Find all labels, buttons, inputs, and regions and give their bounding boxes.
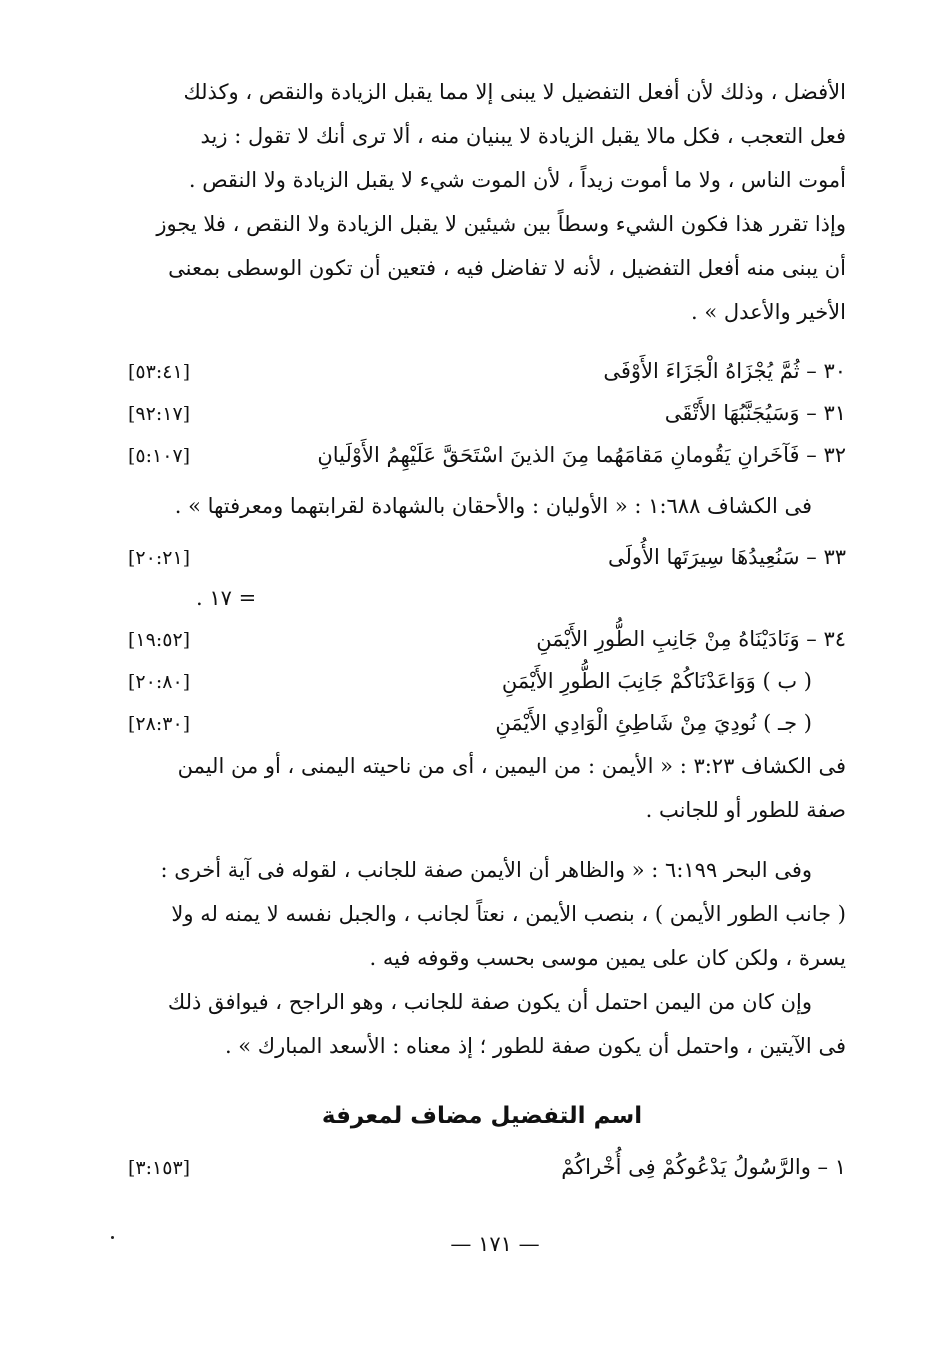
note-line: وفى البحر ٦:١٩٩ : « والظاهر أن الأيمن صفة للجانب ، لقوله فى آية أخرى :	[160, 858, 812, 882]
note-line: ( جانب الطور الأيمن ) ، بنصب الأيمن ، نعتاً لجانب ، والجبل نفسه لا يمنه له ولا	[171, 902, 846, 926]
verse-reference: [٢٠:٨٠]	[128, 671, 191, 693]
note-line: فى الكشاف ١:٦٨٨ : « الأوليان : والأحقان بالشهادة لقرابتهما ومعرفتها » .	[174, 494, 812, 518]
verse-reference: [٩٢:١٧]	[128, 403, 191, 425]
verse-group-section	[118, 1146, 846, 1188]
verse-row	[118, 660, 846, 702]
paragraph-line: الأخير والأعدل » .	[690, 300, 846, 324]
paragraph-line: الأفضل ، وذلك لأن أفعل التفضيل لا يبنى إلا مما يقبل الزيادة والنقص ، وكذلك	[183, 80, 846, 104]
verse-text: ١ – والرَّسُولُ يَدْعُوكُمْ فِى أُخْراكُمْ	[561, 1155, 846, 1179]
verse-row	[118, 618, 846, 660]
verse-reference: [٥٣:٤١]	[128, 361, 191, 383]
note-line: فى الآيتين ، واحتمل أن يكون صفة للطور ؛ إذ معناه : الأسعد المبارك » .	[224, 1034, 846, 1058]
paragraph-line: فعل التعجب ، فكل مالا يقبل الزيادة لا يبنيان منه ، ألا ترى أنك لا تقول : زيد	[200, 124, 846, 148]
verse-row	[118, 1146, 846, 1188]
note-line: يسرة ، ولكن كان على يمين موسى بحسب وقوفه فيه .	[369, 946, 846, 970]
verse-group-30-32	[118, 350, 846, 476]
verse-text: ٣٢ – فَآخَرانِ يَقُومانِ مَقامَهُما مِنَ الذينَ اسْتَحَقَّ عَلَيْهِمُ الأَوْلَيانِ	[317, 443, 846, 467]
note-line: وإن كان من اليمن احتمل أن يكون صفة للجانب ، وهو الراجح ، فيوافق ذلك	[167, 990, 812, 1014]
verse-text: ٣١ – وَسَيُجَنَّبُهَا الأَتْقَى	[664, 401, 846, 425]
verse-group-33	[118, 536, 846, 578]
verse-text: ( ب ) وَوَاعَدْنَاكُمْ جَانِبَ الطُّورِ الأَيْمَنِ	[501, 669, 812, 693]
paragraph-line: وإذا تقرر هذا فكون الشيء وسطاً بين شيئين لا يقبل الزيادة ولا النقص ، فلا يجوز	[156, 212, 846, 236]
paragraph-line: أن يبنى منه أفعل التفضيل ، لأنه لا تفاضل فيه ، فتعين أن تكون الوسطى بمعنى	[168, 256, 846, 280]
verse-text: ( جـ ) نُودِيَ مِنْ شَاطِئِ الْوَادِي الأَيْمَنِ	[495, 711, 812, 735]
verse-text: ٣٣ – سَنُعِيدُهَا سِيرَتَها الأُولَى	[608, 545, 846, 569]
section-heading: اسم التفضيل مضاف لمعرفة	[321, 1103, 643, 1129]
verse-reference: [٢٠:٢١]	[128, 547, 191, 569]
equals-line: = ١٧ .	[196, 586, 257, 610]
verse-row	[118, 702, 846, 744]
document-page	[118, 70, 846, 1188]
verse-row	[118, 536, 846, 578]
verse-row	[118, 350, 846, 392]
bahr-note	[118, 848, 846, 1068]
verse-row	[118, 434, 846, 476]
verse-text: ٣٤ – وَنَادَيْنَاهُ مِنْ جَانِبِ الطُّورِ الأَيْمَنِ	[536, 627, 846, 651]
kashaf-note-2	[118, 744, 846, 832]
print-speck	[111, 1236, 114, 1239]
note-line: فى الكشاف ٣:٢٣ : « الأيمن : من اليمين ، أى من ناحيته اليمنى ، أو من اليمن	[177, 754, 846, 778]
page-number: — ١٧١ —	[450, 1232, 540, 1256]
paragraph-line: أموت الناس ، ولا ما أموت زيداً ، لأن الموت شيء لا يقبل الزيادة ولا النقص .	[188, 168, 846, 192]
opening-paragraph	[118, 70, 846, 334]
verse-group-34	[118, 618, 846, 744]
kashaf-note-1	[118, 484, 846, 528]
verse-text: ٣٠ – ثُمَّ يُجْزَاهُ الْجَزَاءَ الأَوْفَى	[603, 359, 846, 383]
verse-reference: [٢٨:٣٠]	[128, 713, 191, 735]
verse-row	[118, 392, 846, 434]
verse-reference: [١٩:٥٢]	[128, 629, 191, 651]
verse-reference: [٣:١٥٣]	[128, 1157, 191, 1179]
verse-reference: [٥:١٠٧]	[128, 445, 191, 467]
note-line: صفة للطور أو للجانب .	[645, 798, 846, 822]
